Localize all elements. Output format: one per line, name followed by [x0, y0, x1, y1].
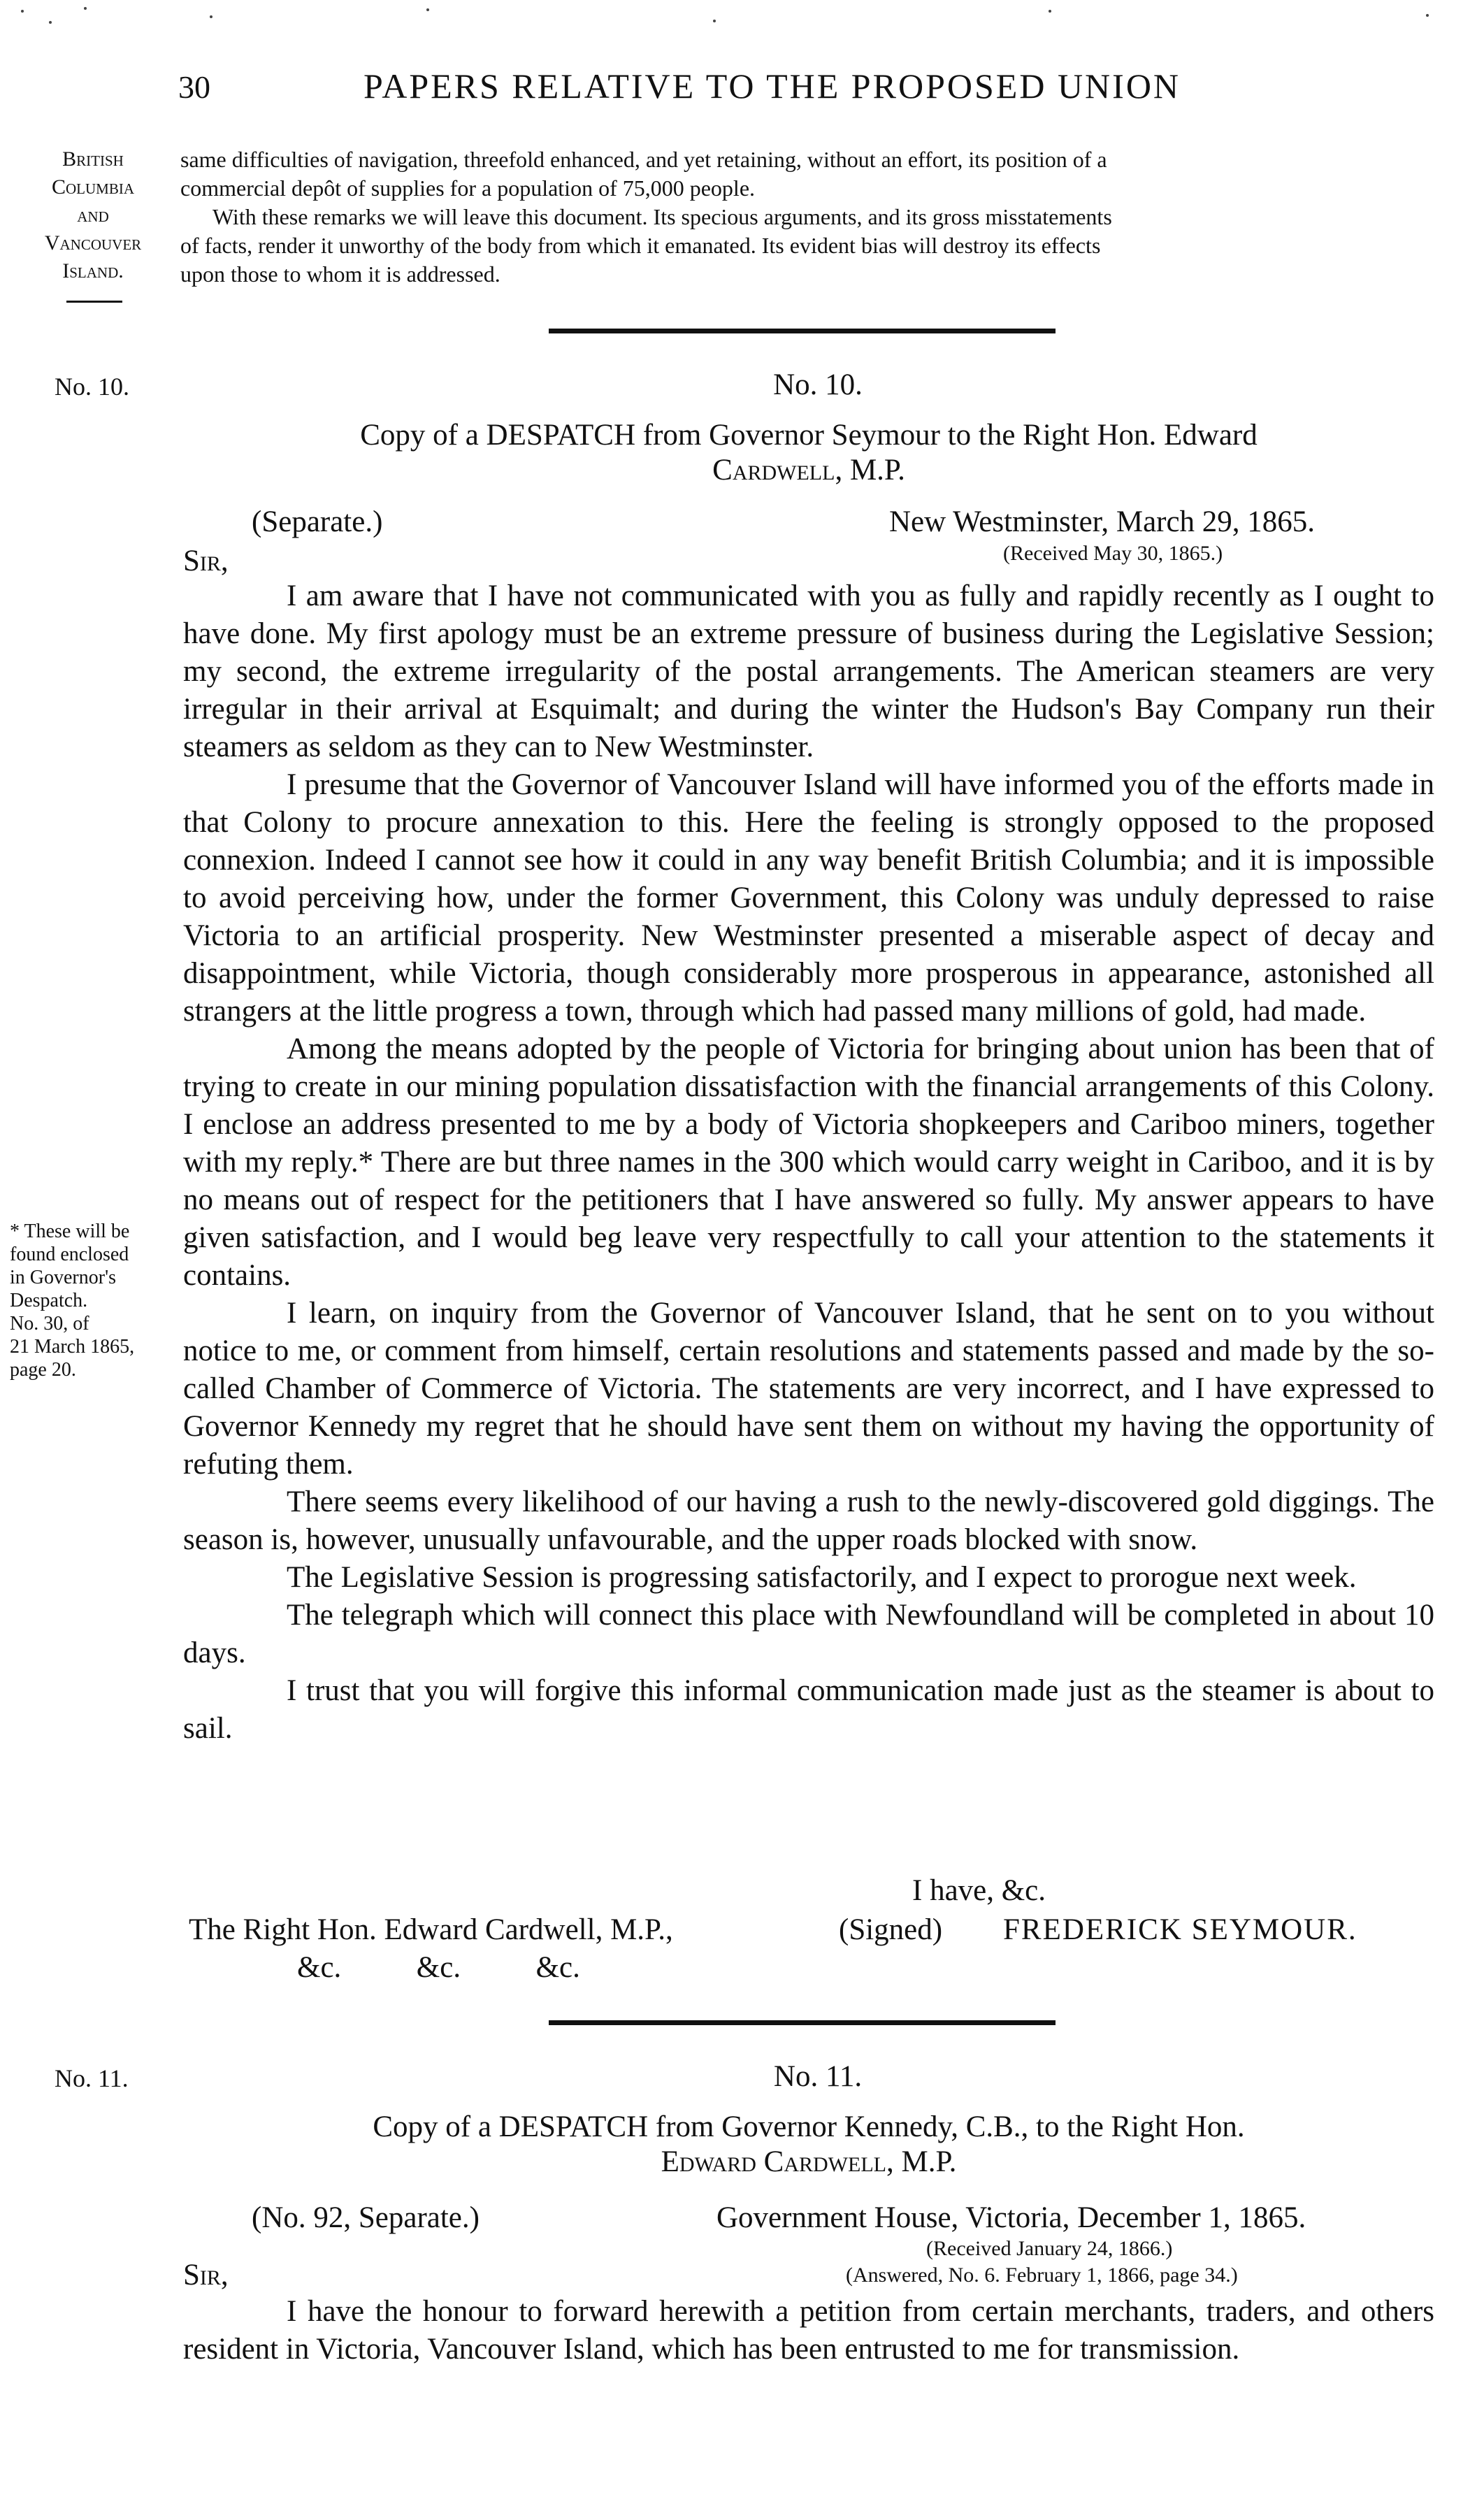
- signed-label: (Signed): [839, 1913, 943, 1946]
- despatch-title: Copy of a DESPATCH from Governor Kennedy, C.B., to the Right Hon. Edward Cardwell, M.P.: [373, 2110, 1245, 2178]
- despatch-place-date: Government House, Victoria, December 1, 1865.: [716, 2201, 1306, 2234]
- print-speck: [84, 7, 87, 10]
- page-number: 30: [178, 69, 210, 105]
- paragraph: The Legislative Session is progressing satisfactorily, and I expect to prorogue next week.: [287, 1561, 1357, 1594]
- print-speck: [1426, 14, 1429, 17]
- despatch-body: [183, 577, 1434, 1748]
- print-speck: [210, 15, 212, 18]
- addressee-etc: &c. &c. &c.: [297, 1951, 580, 1984]
- despatch-title: Copy of a DESPATCH from Governor Seymour to the Right Hon. Edward Cardwell, M.P.: [360, 419, 1258, 487]
- section-divider: [549, 329, 1056, 333]
- despatch-place-date: New Westminster, March 29, 1865.: [889, 505, 1316, 538]
- intro-paragraph: same difficulties of navigation, threefold enhanced, and yet retaining, without an effort, its position of a commercial depôt of supplies for a population of 75,000 people. With these remarks we will leave this document. Its specious arguments, and its gross misstatements of facts, render it unworthy of the body from which it emanated. Its evident bias will destroy its effects upon those to whom it is addressed.: [180, 147, 1112, 287]
- despatch-separate: (Separate.): [252, 505, 383, 538]
- despatch-number: No. 10.: [773, 368, 863, 401]
- despatch-separate: (No. 92, Separate.): [252, 2201, 480, 2234]
- addressee: The Right Hon. Edward Cardwell, M.P.,: [189, 1913, 673, 1946]
- margin-footnote: * These will be found enclosed in Governor's Despatch. No. 30, of 21 March 1865, page 20.: [10, 1221, 135, 1381]
- print-speck: [21, 10, 24, 13]
- paragraph: I learn, on inquiry from the Governor of Vancouver Island, that he sent on to you without notice to me, or comment from himself, certain resolutions and statements passed and made by the so-called Chamber of Commerce of Victoria. The statements are very incorrect, and I have expressed to Governor Kennedy my regret that he should have sent them on without my having the opportunity of refuting them.: [183, 1297, 1434, 1481]
- margin-rule: [66, 301, 122, 303]
- margin-despatch-number: No. 10.: [55, 373, 129, 401]
- despatch-answered: (Answered, No. 6. February 1, 1866, page 34.): [846, 2264, 1238, 2287]
- paragraph: Among the means adopted by the people of Victoria for bringing about union has been that of trying to create in our mining population dissatisfaction with the financial arrangements of this Colony. I enclose an address presented to me by a body of Victoria shopkeepers and Cariboo miners, together with my reply.* There are but three names in the 300 which would carry weight in Cariboo, and it is by no means out of respect for the petitioners that I have answered so fully. My answer appears to have given satisfaction, and I would beg leave very respectfully to call your attention to the statements it contains.: [183, 1033, 1434, 1292]
- despatch-received: (Received May 30, 1865.): [1003, 542, 1223, 565]
- signature: FREDERICK SEYMOUR.: [1003, 1913, 1357, 1946]
- paragraph: The telegraph which will connect this place with Newfoundland will be completed in about 10 days.: [183, 1599, 1434, 1669]
- margin-section-label: British Columbia and Vancouver Island.: [44, 148, 142, 282]
- paragraph: I have the honour to forward herewith a petition from certain merchants, traders, and others resident in Victoria, Vancouver Island, which has been entrusted to me for transmission.: [183, 2295, 1434, 2366]
- print-speck: [713, 20, 716, 22]
- despatch-body: [183, 2293, 1434, 2368]
- paragraph: I presume that the Governor of Vancouver Island will have informed you of the efforts made in that Colony to procure annexation to this. Here the feeling is strongly opposed to the proposed connexion. Indeed I cannot see how it could in any way benefit British Columbia; and it is impossible to avoid perceiving how, under the former Government, this Colony was unduly depressed to raise Victoria to an artificial prosperity. New Westminster presented a miserable aspect of decay and disappointment, while Victoria, though considerably more prosperous in appearance, astonished all strangers at the little progress a town, through which had passed many millions of gold, had made.: [183, 768, 1434, 1028]
- print-speck: [1049, 10, 1051, 13]
- section-divider: [549, 2020, 1056, 2025]
- salutation: Sir,: [183, 2259, 229, 2291]
- print-speck: [426, 8, 429, 11]
- paragraph: There seems every likelihood of our having a rush to the newly-discovered gold diggings. The season is, however, unusually unfavourable, and the upper roads blocked with snow.: [183, 1485, 1434, 1556]
- running-title: PAPERS RELATIVE TO THE PROPOSED UNION: [363, 66, 1181, 106]
- print-speck: [49, 21, 52, 24]
- margin-despatch-number: No. 11.: [55, 2064, 129, 2092]
- paragraph: I am aware that I have not communicated with you as fully and rapidly recently as I ought to have done. My first apology must be an extreme pressure of business during the Legislative Session; my second, the extreme irregularity of the postal arrangements. The American steamers are very irregular in their arrival at Esquimalt; and during the winter the Hudson's Bay Company run their steamers as seldom as they can to New Westminster.: [183, 580, 1434, 763]
- paragraph: I trust that you will forgive this informal communication made just as the steamer is about to sail.: [183, 1674, 1434, 1745]
- closing: I have, &c.: [912, 1874, 1046, 1907]
- salutation: Sir,: [183, 545, 229, 577]
- despatch-received: (Received January 24, 1866.): [926, 2237, 1173, 2260]
- despatch-number: No. 11.: [773, 2060, 863, 2093]
